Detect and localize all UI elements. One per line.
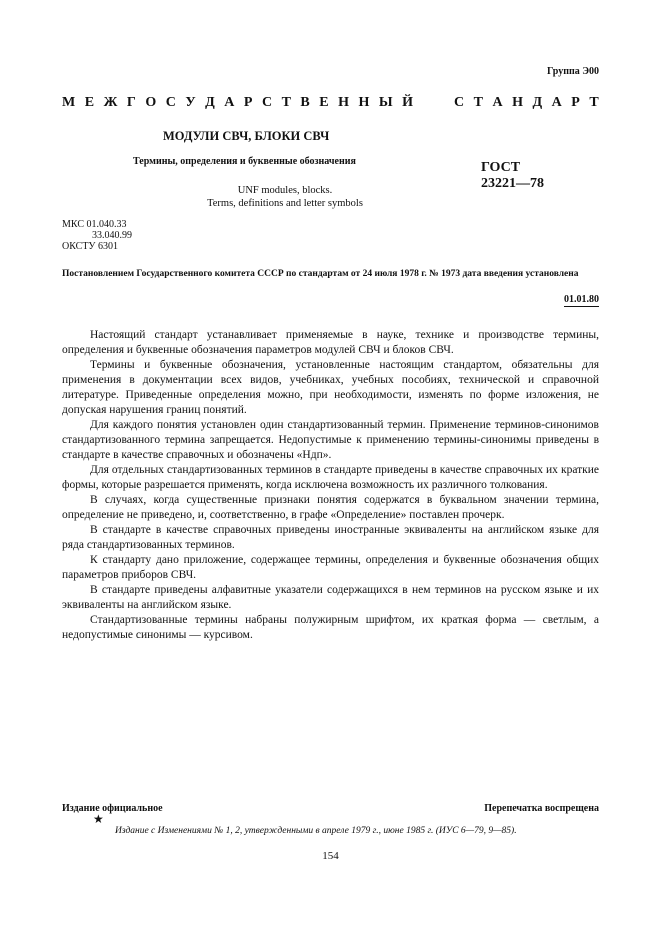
official-edition-label: Издание официальное bbox=[62, 803, 163, 814]
banner-letter: А bbox=[492, 95, 503, 110]
banner-letter: В bbox=[300, 95, 310, 110]
banner-letter: Т bbox=[473, 95, 483, 110]
page-number: 154 bbox=[322, 850, 339, 862]
paragraph: В стандарте в качестве справочных приведены иностранные эквиваленты на английском языке для ряда стандартизованных терминов. bbox=[62, 524, 599, 551]
star-icon: ★ bbox=[93, 812, 104, 826]
paragraph: Стандартизованные термины набраны полужирным шрифтом, их краткая форма — светлым, а недопустимые синонимы — курсивом. bbox=[62, 614, 599, 641]
banner-letter: С bbox=[165, 95, 176, 110]
banner-letter: Н bbox=[512, 95, 524, 110]
mks-code-2: 33.040.99 bbox=[92, 230, 132, 241]
paragraph: Для отдельных стандартизованных терминов в стандарте приведены в качестве справочных их краткие формы, которые разрешается применять, когда исключена возможность их различного толкования. bbox=[62, 464, 599, 491]
banner-letter: Н bbox=[358, 95, 370, 110]
body-text bbox=[62, 328, 599, 643]
paragraph: В случаях, когда существенные признаки понятия содержатся в буквальном значении термина, определение не приведено, и, соответственно, в графе «Определение» поставлен прочерк. bbox=[62, 494, 599, 521]
english-title-line-2: Terms, definitions and letter symbols bbox=[207, 198, 363, 209]
banner-letter: Д bbox=[532, 95, 543, 110]
banner-letter: Г bbox=[126, 95, 136, 110]
banner-letter: У bbox=[185, 95, 196, 110]
banner-letter: М bbox=[62, 95, 76, 110]
paragraph: К стандарту дано приложение, содержащее термины, определения и буквенные обозначения общих параметров приборов СВЧ. bbox=[62, 554, 599, 581]
banner-letter: Т bbox=[589, 95, 599, 110]
banner-letter: Т bbox=[281, 95, 291, 110]
gost-number: 23221—78 bbox=[481, 176, 544, 191]
banner-letter: Р bbox=[571, 95, 580, 110]
banner-letter: Й bbox=[402, 95, 414, 110]
banner-letter: А bbox=[551, 95, 562, 110]
english-title-line-1: UNF modules, blocks. bbox=[237, 185, 333, 196]
reprint-prohibited-label: Перепечатка воспрещена bbox=[484, 803, 599, 814]
mks-code: МКС 01.040.33 bbox=[62, 219, 127, 230]
banner-letter: С bbox=[261, 95, 273, 110]
group-label: Группа Э00 bbox=[547, 66, 599, 77]
classification-codes bbox=[62, 219, 132, 252]
banner-letter: А bbox=[224, 95, 235, 110]
paragraph: Для каждого понятия установлен один стандартизованный термин. Применение терминов-синонимов стандартизованного термина запрещается. Недопустимые к применению термины-синонимы приведены в стандарте в качестве справочных и обозначены «Ндп». bbox=[62, 419, 599, 461]
english-title bbox=[170, 184, 400, 210]
decree-text: Постановлением Государственного комитета СССР по стандартам от 24 июля 1978 г. № 1973 дата введения установлена bbox=[62, 269, 579, 279]
banner-letter: С bbox=[454, 95, 465, 110]
banner-letter: О bbox=[145, 95, 157, 110]
banner-letter: Ж bbox=[103, 95, 118, 110]
paragraph: В стандарте приведены алфавитные указатели содержащихся в нем терминов на русском языке и их эквиваленты на английском языке. bbox=[62, 584, 599, 611]
gost-name: ГОСТ bbox=[481, 160, 521, 175]
banner-letter: Р bbox=[243, 95, 253, 110]
paragraph: Настоящий стандарт устанавливает применяемые в науке, технике и производстве термины, определения и буквенные обозначения параметров модулей СВЧ и блоков СВЧ. bbox=[62, 329, 599, 356]
standard-banner bbox=[62, 95, 599, 111]
banner-letter: Е bbox=[84, 95, 95, 110]
gost-designation bbox=[481, 160, 544, 192]
paragraph: Термины и буквенные обозначения, установленные настоящим стандартом, обязательны для применения в документации всех видов, учебниках, учебных пособиях, технической и справочной литературе. Приведенные определения можно, при необходимости, изменять по форме изложения, не допуская нарушения границ понятий. bbox=[62, 359, 599, 416]
banner-letter: Д bbox=[205, 95, 215, 110]
introduction-date: 01.01.80 bbox=[564, 294, 599, 305]
okstu-code: ОКСТУ 6301 bbox=[62, 241, 119, 252]
document-title: МОДУЛИ СВЧ, БЛОКИ СВЧ bbox=[163, 129, 330, 143]
banner-letter: Ы bbox=[378, 95, 393, 110]
banner-letter: Е bbox=[319, 95, 329, 110]
edition-note: Издание с Изменениями № 1, 2, утвержденными в апреле 1979 г., июне 1985 г. (ИУС 6—79, 9—85). bbox=[115, 826, 517, 836]
document-subtitle: Термины, определения и буквенные обозначения bbox=[133, 156, 356, 167]
banner-word-gap bbox=[423, 95, 445, 111]
banner-letter: Н bbox=[338, 95, 349, 110]
